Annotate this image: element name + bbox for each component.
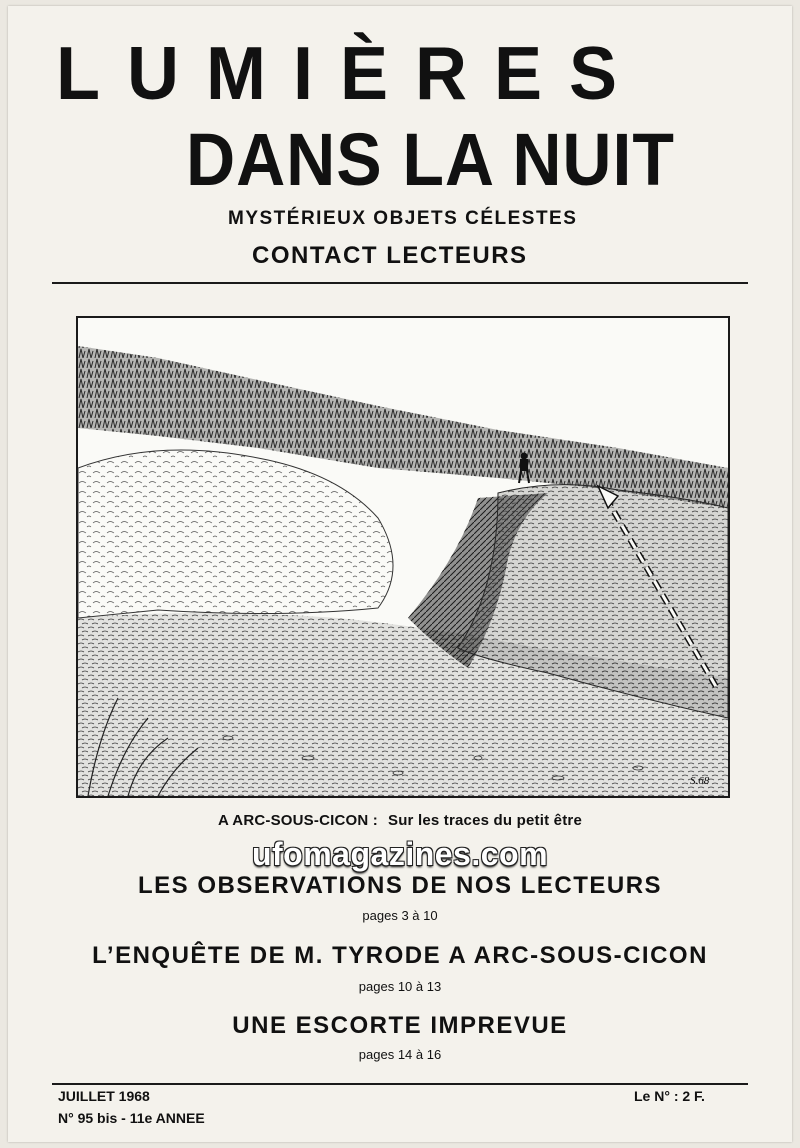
masthead-title-line1: LUMIÈRES bbox=[56, 32, 645, 116]
issue-date: JUILLET 1968 bbox=[58, 1088, 150, 1104]
landscape-drawing bbox=[78, 318, 728, 796]
issue-number: N° 95 bis - 11e ANNEE bbox=[58, 1110, 205, 1126]
masthead-tagline: CONTACT LECTEURS bbox=[252, 242, 528, 269]
issue-price: Le N° : 2 F. bbox=[634, 1088, 705, 1104]
illustration-caption bbox=[0, 812, 800, 829]
artist-signature: S.68 bbox=[690, 775, 710, 787]
site-watermark: ufomagazines.com bbox=[251, 836, 549, 872]
article-pages-2: pages 10 à 13 bbox=[358, 979, 442, 994]
article-title-2: L’ENQUÊTE DE M. TYRODE A ARC-SOUS-CICON bbox=[92, 942, 708, 969]
masthead-subtitle: MYSTÉRIEUX OBJETS CÉLESTES bbox=[228, 208, 578, 229]
article-pages-3: pages 14 à 16 bbox=[358, 1047, 442, 1062]
caption-text: Sur les traces du petit être bbox=[387, 812, 582, 829]
caption-place: A ARC-SOUS-CICON : bbox=[218, 812, 378, 829]
top-divider bbox=[52, 282, 748, 284]
article-title-1: LES OBSERVATIONS DE NOS LECTEURS bbox=[137, 872, 663, 899]
article-title-3: UNE ESCORTE IMPREVUE bbox=[232, 1012, 568, 1039]
article-pages-1: pages 3 à 10 bbox=[362, 908, 438, 923]
cover-illustration bbox=[76, 316, 730, 798]
bottom-divider bbox=[52, 1083, 748, 1085]
masthead-title-line2: DANS LA NUIT bbox=[186, 118, 675, 201]
